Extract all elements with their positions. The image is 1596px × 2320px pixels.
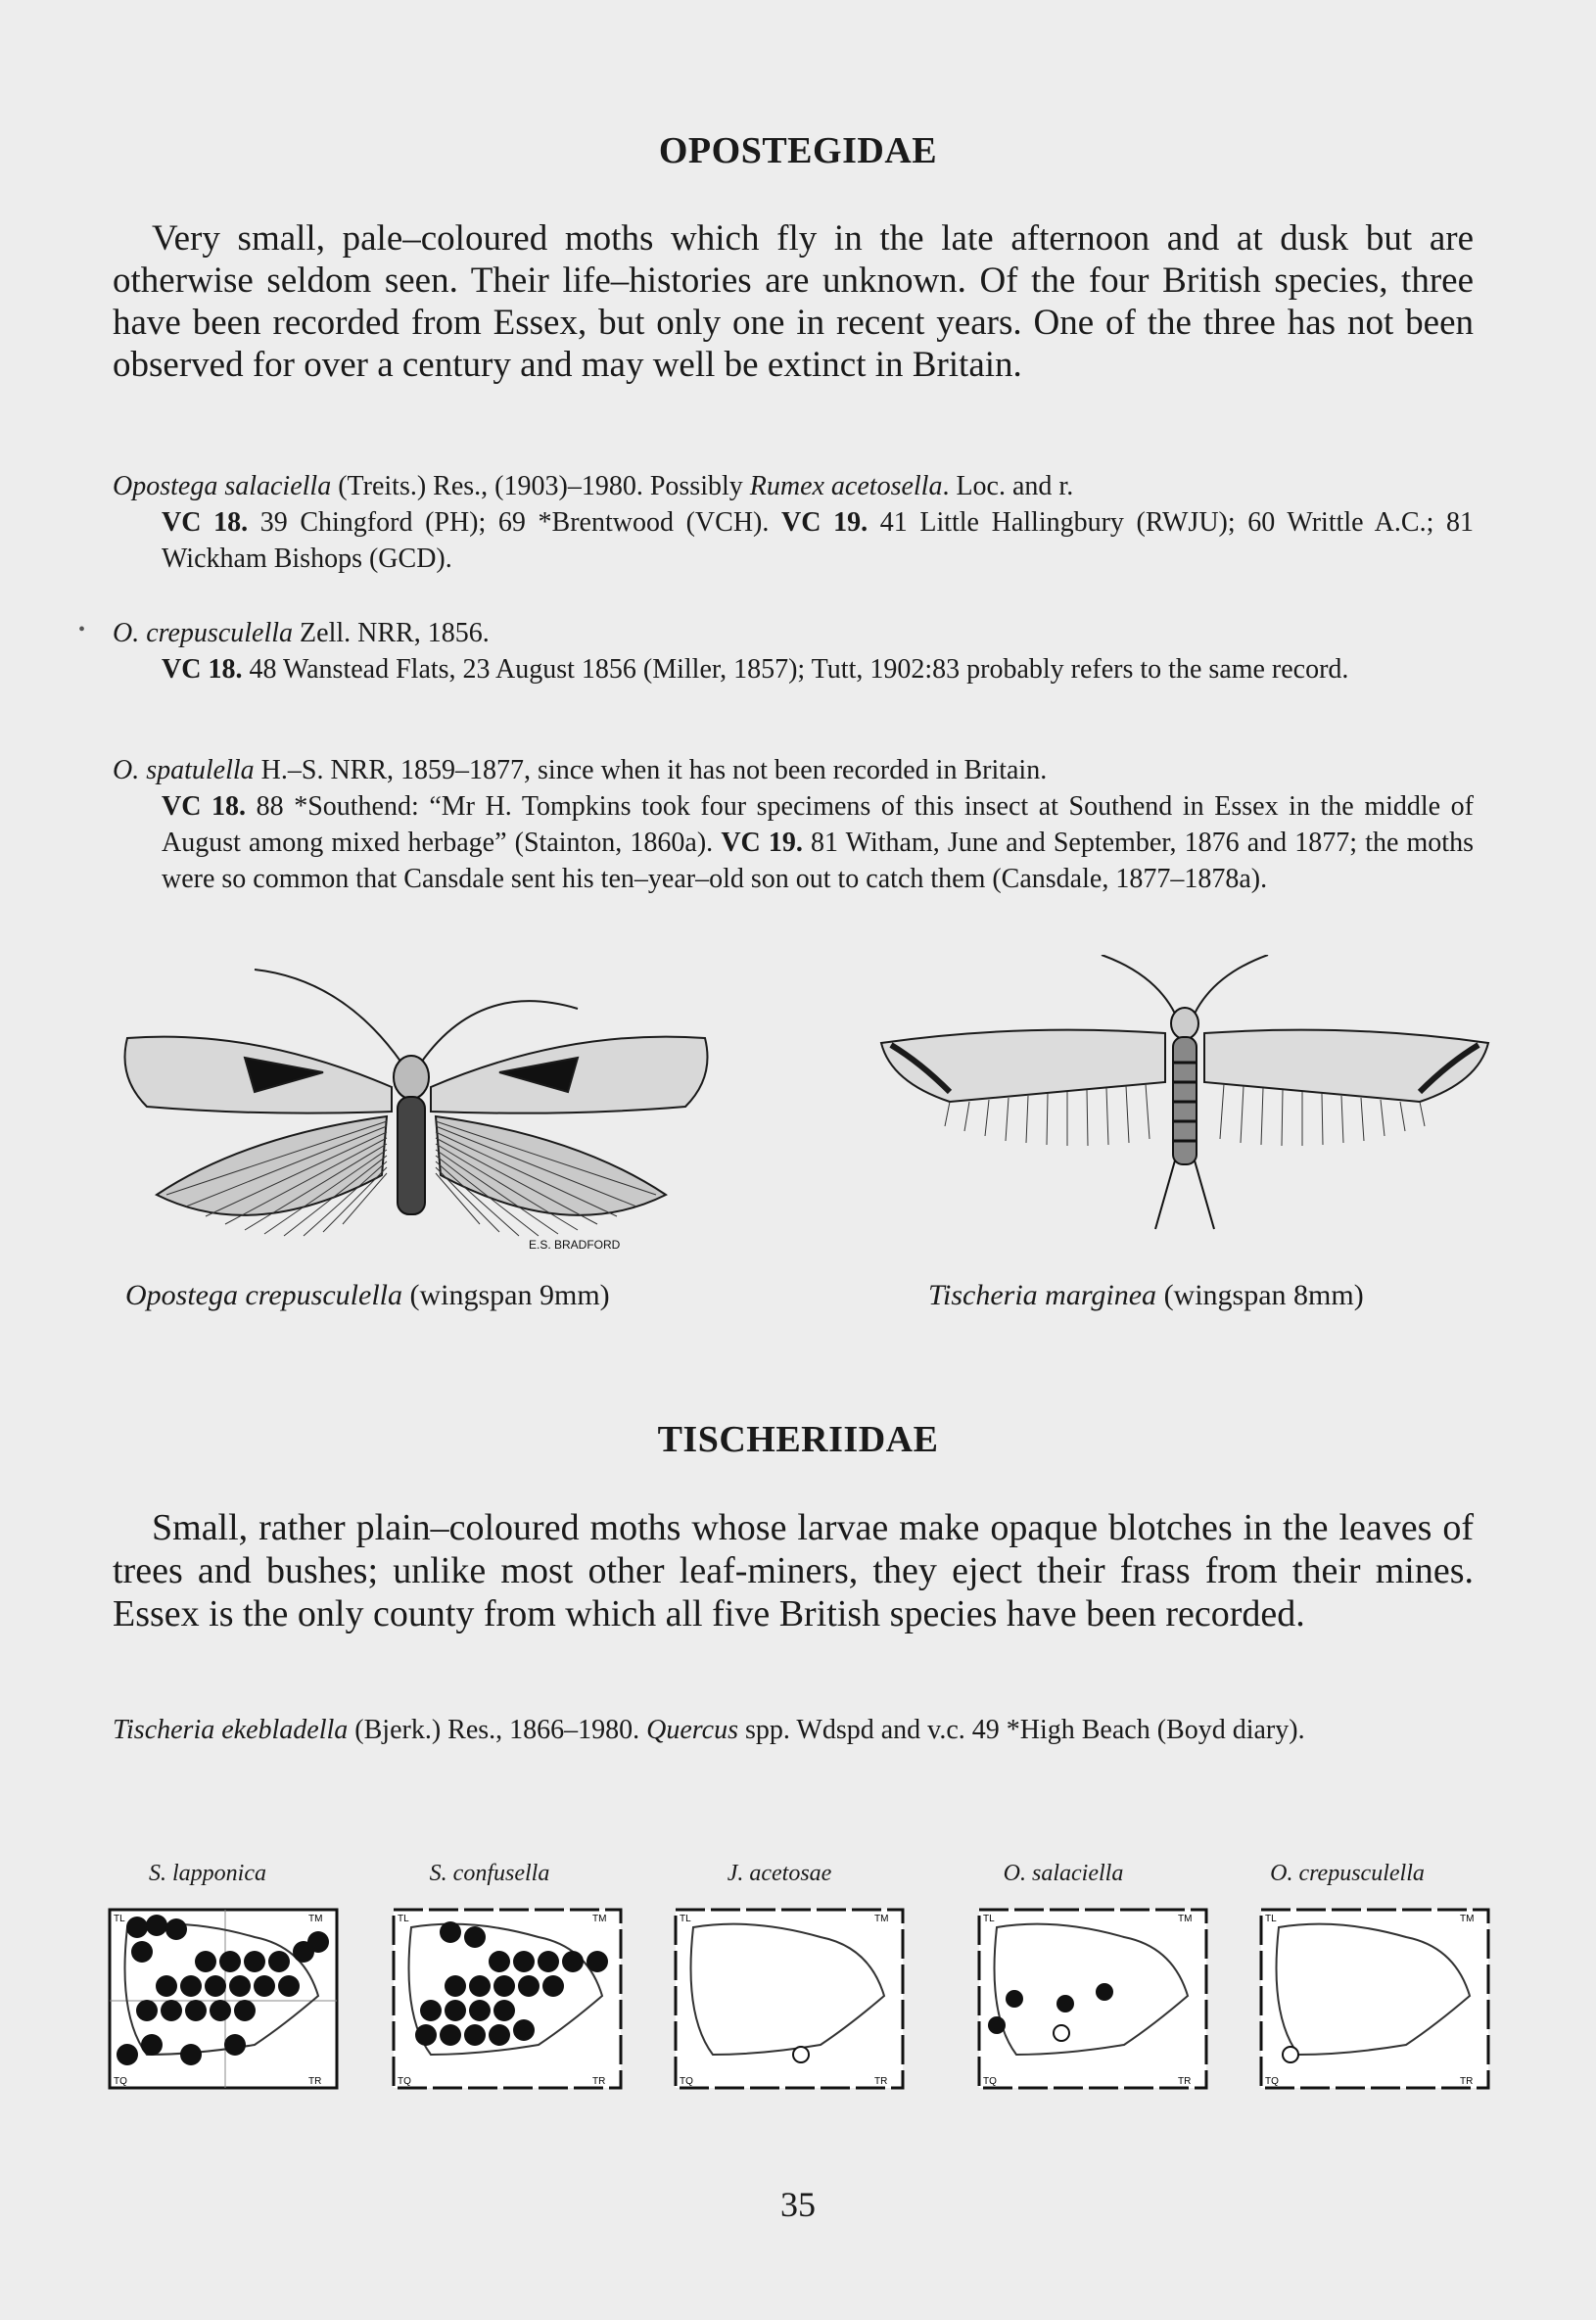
map-grid-label: TL	[1265, 1914, 1277, 1924]
map-label: O. salaciella	[1003, 1861, 1124, 1886]
species-name: O. crepusculella	[113, 618, 294, 648]
tischeriidae-intro: Small, rather plain–coloured moths whose larvae make opaque blotches in the leaves of trees and bushes; unlike most other leaf-miners, they eject their frass from their mines. Essex is the only county from which all five British species have been recorded.	[113, 1507, 1474, 1634]
map-grid-label: TL	[398, 1914, 409, 1924]
artist-signature: E.S. BRADFORD	[529, 1238, 621, 1252]
map-grid-label: TR	[1460, 2076, 1474, 2087]
margin-dot: •	[78, 619, 86, 640]
map-grid-label: TL	[680, 1914, 691, 1924]
map-grid-label: TM	[1460, 1914, 1475, 1924]
family-heading-tischeriidae: TISCHERIIDAE	[657, 1419, 939, 1460]
caption-opostega: Opostega crepusculella (wingspan 9mm)	[125, 1279, 610, 1311]
caption-tischeria: Tischeria marginea (wingspan 8mm)	[928, 1279, 1364, 1311]
distribution-map-acetosae	[674, 1908, 905, 2090]
distribution-map-lapponica	[108, 1908, 339, 2090]
species-entry-crepusculella: O. crepusculella Zell. NRR, 1856. VC 18. 48 Wanstead Flats, 23 August 1856 (Miller, 1857); Tutt, 1902:83 probably refers to the same record.	[113, 618, 1349, 685]
map-label: J. acetosae	[727, 1861, 832, 1886]
species-entry-ekebladella: Tischeria ekebladella (Bjerk.) Res., 1866–1980. Quercus spp. Wdspd and v.c. 49 *High Beach (Boyd diary).	[113, 1715, 1305, 1745]
page-number: 35	[780, 2185, 816, 2224]
map-grid-label: TL	[114, 1914, 125, 1924]
map-grid-label: TQ	[680, 2076, 693, 2087]
map-grid-label: TQ	[114, 2076, 127, 2087]
tischeria-moth-illustration	[862, 955, 1508, 1249]
map-grid-label: TR	[874, 2076, 888, 2087]
distribution-map-crepusculella	[1259, 1908, 1490, 2090]
species-name: O. spatulella	[113, 755, 255, 785]
map-grid-label: TM	[592, 1914, 607, 1924]
map-label: O. crepusculella	[1270, 1861, 1425, 1886]
map-grid-label: TQ	[1265, 2076, 1279, 2087]
map-grid-label: TL	[983, 1914, 995, 1924]
species-entry-spatulella: O. spatulella H.–S. NRR, 1859–1877, since when it has not been recorded in Britain. VC 18. 88 *Southend: “Mr H. Tompkins took four specimens of this insect at Southend in Essex in the middle of August among mixed herbage” (Stainton, 1860a). VC 19. 81 Witham, June and September, 1876 and 1877; the moths were so common that Cansdale sent his ten–year–old son out to catch them (Cansdale, 1877–1878a).	[113, 755, 1474, 894]
species-entry-salaciella: Opostega salaciella (Treits.) Res., (1903)–1980. Possibly Rumex acetosella. Loc. and r. VC 18. 39 Chingford (PH); 69 *Brentwood (VCH). VC 19. 41 Little Hallingbury (RWJU); 60 Writtle A.C.; 81 Wickham Bishops (GCD).	[113, 471, 1474, 574]
species-name: Opostega salaciella	[113, 471, 332, 501]
map-grid-label: TM	[1178, 1914, 1193, 1924]
map-grid-label: TQ	[983, 2076, 997, 2087]
map-grid-label: TM	[308, 1914, 323, 1924]
map-grid-label: TM	[874, 1914, 889, 1924]
map-label: S. confusella	[429, 1861, 550, 1886]
map-grid-label: TQ	[398, 2076, 411, 2087]
distribution-map-salaciella	[977, 1908, 1208, 2090]
map-label: S. lapponica	[149, 1861, 266, 1886]
distribution-map-confusella	[392, 1908, 623, 2090]
opostega-moth-illustration	[108, 950, 734, 1263]
species-name: Tischeria ekebladella	[113, 1715, 349, 1745]
map-grid-label: TR	[1178, 2076, 1192, 2087]
opostegidae-intro: Very small, pale–coloured moths which fly in the late afternoon and at dusk but are otherwise seldom seen. Their life–histories are unknown. Of the four British species, three have been recorded from Essex, but only one in recent years. One of the three has not been observed for over a century and may well be extinct in Britain.	[113, 218, 1474, 385]
family-heading-opostegidae: OPOSTEGIDAE	[658, 130, 938, 171]
map-grid-label: TR	[308, 2076, 322, 2087]
map-grid-label: TR	[592, 2076, 606, 2087]
